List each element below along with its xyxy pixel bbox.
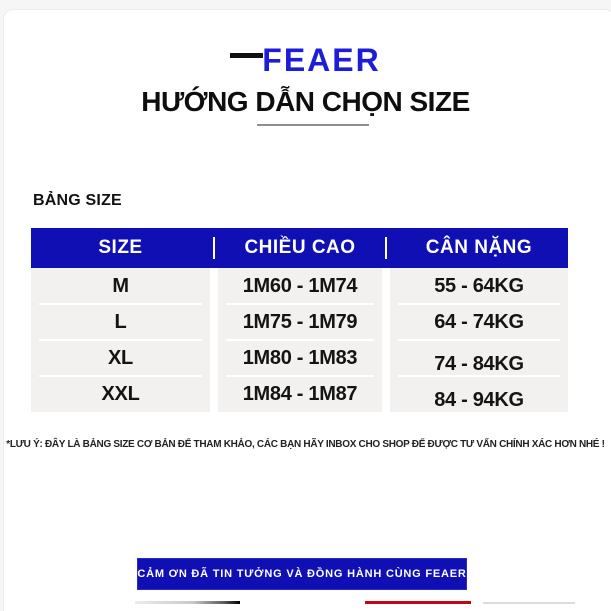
row-divider	[226, 303, 374, 305]
table-cell-height: 1M60 - 1M74	[242, 274, 358, 297]
height-column	[218, 268, 382, 412]
cutoff-line-dark	[135, 601, 240, 604]
header-divider	[385, 237, 387, 259]
row-divider	[398, 339, 560, 341]
size-column	[31, 268, 210, 412]
column-gutter	[382, 268, 390, 412]
brand-logo	[0, 44, 611, 76]
table-cell-weight: 84 - 94KG	[434, 388, 524, 411]
row-divider	[226, 339, 374, 341]
brand-name: FEAER	[262, 42, 381, 78]
page-title: HƯỚNG DẪN CHỌN SIZE	[141, 86, 470, 117]
header-divider	[213, 237, 215, 259]
row-divider	[398, 303, 560, 305]
column-gutter	[210, 268, 218, 412]
footer-thankyou-banner: CẢM ƠN ĐÃ TIN TƯỞNG VÀ ĐỒNG HÀNH CÙNG FEAER	[137, 558, 467, 590]
size-note: *LƯU Ý: ĐÂY LÀ BẢNG SIZE CƠ BẢN ĐỂ THAM KHẢO, CÁC BẠN HÃY INBOX CHO SHOP ĐỂ ĐƯỢC TƯ VẤN CHÍNH XÁC HƠN NHÉ !	[6, 439, 605, 450]
table-cell-weight: 55 - 64KG	[434, 274, 524, 297]
table-cell-size: XL	[108, 346, 133, 369]
weight-column	[390, 268, 568, 412]
row-divider	[398, 375, 560, 377]
table-cell-height: 1M80 - 1M83	[242, 346, 358, 369]
table-cell-weight: 64 - 74KG	[434, 310, 524, 333]
table-body	[31, 268, 568, 412]
table-header-row	[31, 228, 568, 268]
table-cell-size: XXL	[101, 382, 140, 405]
column-header-size: SIZE	[98, 237, 143, 258]
cutoff-line-light	[483, 602, 575, 604]
section-label-bang-size: BẢNG SIZE	[33, 192, 122, 209]
row-divider	[39, 339, 202, 341]
row-divider	[39, 375, 202, 377]
column-header-weight: CÂN NẶNG	[425, 237, 533, 258]
table-cell-size: L	[114, 310, 127, 333]
table-cell-height: 1M84 - 1M87	[242, 382, 358, 405]
table-cell-size: M	[112, 274, 129, 297]
row-divider	[226, 375, 374, 377]
table-cell-weight: 74 - 84KG	[434, 352, 524, 375]
logo-dash-icon	[230, 53, 263, 58]
cutoff-line-red	[365, 601, 471, 604]
row-divider	[39, 303, 202, 305]
column-header-height: CHIỀU CAO	[244, 237, 356, 258]
title-underline	[257, 124, 369, 126]
table-cell-height: 1M75 - 1M79	[242, 310, 358, 333]
size-guide-table	[31, 228, 568, 412]
